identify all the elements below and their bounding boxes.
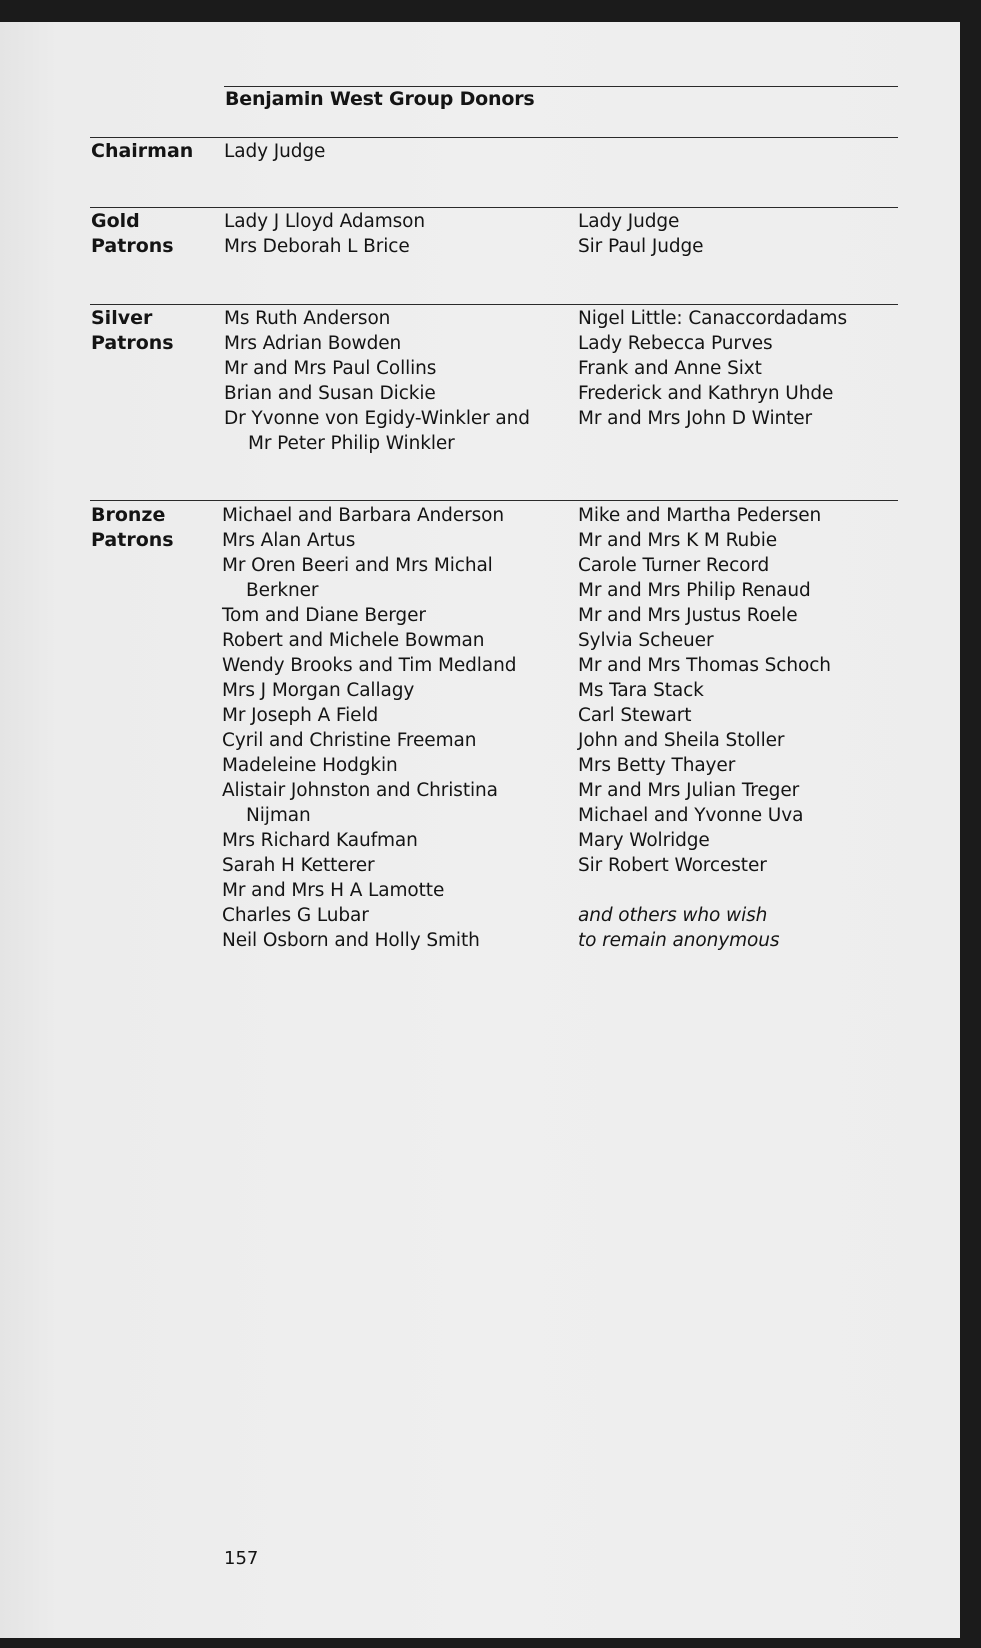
bronze-label-line1: Bronze [91, 504, 166, 526]
donor-name: Mrs Richard Kaufman [222, 830, 418, 851]
donor-name: Mr and Mrs K M Rubie [578, 530, 778, 551]
bronze-label-line2: Patrons [91, 529, 174, 551]
donor-name: Frank and Anne Sixt [578, 358, 762, 379]
donor-name: Wendy Brooks and Tim Medland [222, 655, 517, 676]
donor-name: Mr Joseph A Field [222, 705, 379, 726]
donor-name: Mr Oren Beeri and Mrs Michal [222, 555, 493, 576]
gold-patrons-label [91, 209, 211, 259]
bronze-patrons-label [91, 503, 211, 553]
donor-name: Ms Ruth Anderson [224, 308, 391, 329]
section-rule-bronze [90, 500, 898, 501]
donor-name-continued [222, 578, 522, 603]
donor-name: Michael and Yvonne Uva [578, 805, 804, 826]
section-rule-silver [90, 304, 898, 305]
donor-name: Mary Wolridge [578, 830, 710, 851]
donor-name: Mrs Deborah L Brice [224, 236, 410, 257]
donor-name: Nigel Little: Canaccordadams [578, 308, 847, 329]
donor-name: Mr and Mrs Julian Treger [578, 780, 800, 801]
donor-name: Robert and Michele Bowman [222, 630, 485, 651]
continuation-text: Mr Peter Philip Winkler [248, 433, 455, 454]
donor-name: Lady Rebecca Purves [578, 333, 773, 354]
donor-name: Mr and Mrs Justus Roele [578, 605, 798, 626]
donor-name: Sir Robert Worcester [578, 855, 767, 876]
donor-name: Tom and Diane Berger [222, 605, 426, 626]
donor-name: Mr and Mrs Philip Renaud [578, 580, 811, 601]
donor-name-continued [224, 431, 530, 456]
gold-right-column [578, 209, 908, 259]
donor-name: Mr and Mrs Thomas Schoch [578, 655, 831, 676]
silver-label-line2: Patrons [91, 332, 174, 354]
donor-name: Ms Tara Stack [578, 680, 704, 701]
donor-name: Neil Osborn and Holly Smith [222, 930, 480, 951]
donor-name: Mrs Alan Artus [222, 530, 356, 551]
donor-name: Sir Paul Judge [578, 236, 704, 257]
donor-name-continued [222, 803, 522, 828]
closing-note-line2: to remain anonymous [578, 930, 780, 951]
document-page [0, 22, 960, 1638]
donor-name: Brian and Susan Dickie [224, 383, 436, 404]
donor-name: Madeleine Hodgkin [222, 755, 398, 776]
continuation-text: Berkner [246, 580, 319, 601]
gold-left-column [224, 209, 425, 259]
donor-name: Dr Yvonne von Egidy-Winkler and [224, 408, 530, 429]
donor-name: Alistair Johnston and Christina [222, 780, 498, 801]
spacer [578, 878, 908, 903]
donor-name: Sylvia Scheuer [578, 630, 714, 651]
donor-name: Carole Turner Record [578, 555, 770, 576]
donor-name: Frederick and Kathryn Uhde [578, 383, 834, 404]
donor-name: Sarah H Ketterer [222, 855, 375, 876]
donor-name: Mr and Mrs Paul Collins [224, 358, 437, 379]
donor-name: Lady Judge [578, 211, 680, 232]
donor-name: Mrs Adrian Bowden [224, 333, 402, 354]
donor-name: Lady J Lloyd Adamson [224, 211, 426, 232]
donor-name: Cyril and Christine Freeman [222, 730, 477, 751]
gold-label-line2: Patrons [91, 235, 174, 257]
donor-name: Mr and Mrs John D Winter [578, 408, 813, 429]
donor-name: Michael and Barbara Anderson [222, 505, 504, 526]
chairman-name: Lady Judge [224, 141, 326, 162]
donor-name: Mr and Mrs H A Lamotte [222, 880, 445, 901]
donor-name: Mike and Martha Pedersen [578, 505, 822, 526]
closing-note-line1: and others who wish [578, 905, 768, 926]
donor-name: Mrs J Morgan Callagy [222, 680, 415, 701]
silver-left-column [224, 306, 530, 456]
silver-right-column [578, 306, 908, 431]
silver-patrons-label [91, 306, 211, 356]
gold-label-line1: Gold [91, 210, 140, 232]
donor-name: Mrs Betty Thayer [578, 755, 736, 776]
donor-name: Carl Stewart [578, 705, 692, 726]
continuation-text: Nijman [246, 805, 311, 826]
donor-name: Charles G Lubar [222, 905, 369, 926]
chairman-label: Chairman [91, 140, 194, 162]
section-rule-gold [90, 207, 898, 208]
section-rule-chairman [90, 137, 898, 138]
page-title: Benjamin West Group Donors [225, 88, 535, 110]
bronze-right-column [578, 503, 908, 953]
silver-label-line1: Silver [91, 307, 153, 329]
bronze-left-column [222, 503, 522, 953]
chairman-names [224, 139, 325, 164]
top-rule [224, 86, 898, 87]
page-number: 157 [224, 1548, 259, 1569]
donor-name: John and Sheila Stoller [578, 730, 785, 751]
